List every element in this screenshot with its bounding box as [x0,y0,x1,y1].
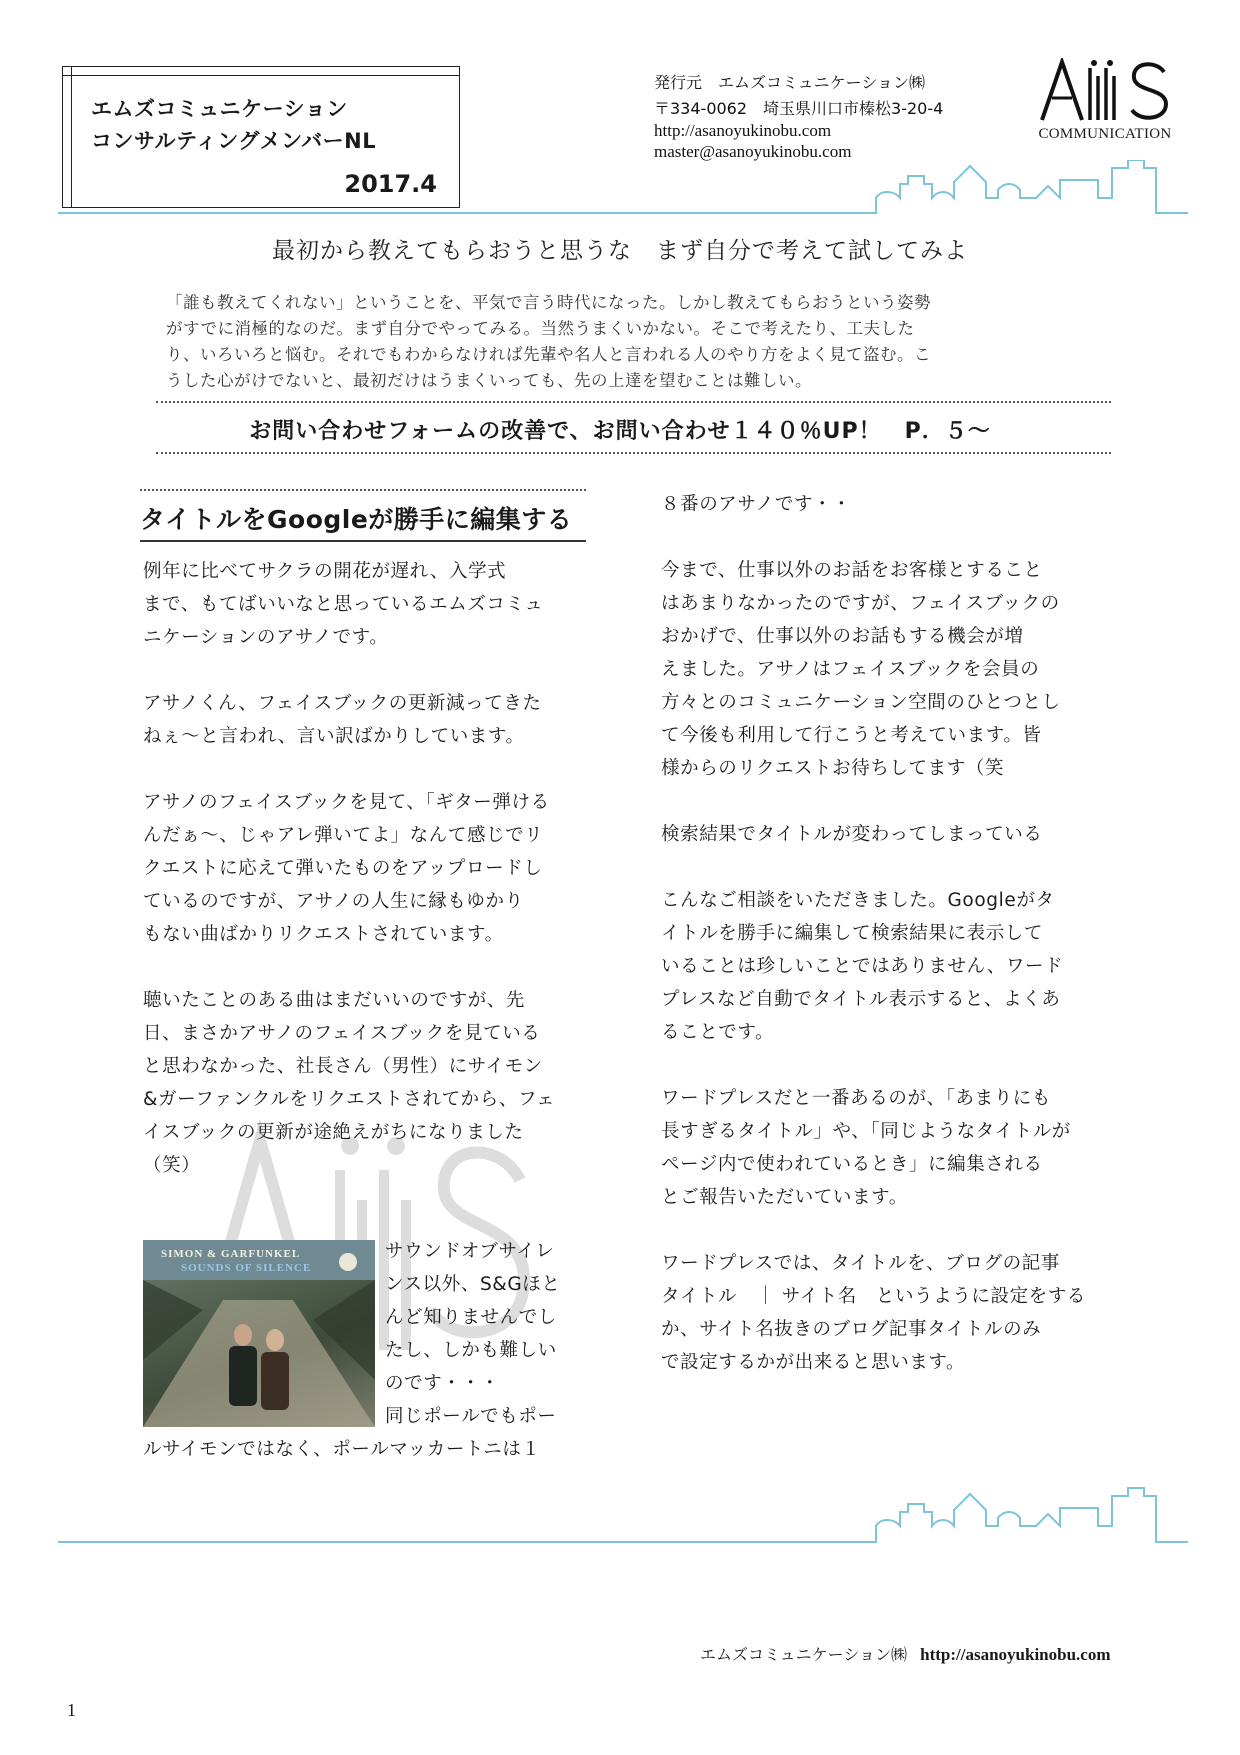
text-line: えました。アサノはフェイスブックを会員の [661,659,1040,680]
publisher-address: 〒334-0062 埼玉県川口市榛松3-20-4 [654,99,944,118]
lead-paragraph [166,290,1106,394]
text-line: んだぁ～、じゃアレ弾いてよ」なんて感じでリ [143,825,544,846]
text-line: はあまりなかったのですが、フェイスブックの [661,593,1060,614]
text-line: いることは珍しいことではありません、ワード [661,956,1064,977]
publisher-url[interactable]: http://asanoyukinobu.com [654,121,832,140]
header-skyline-divider [58,160,1188,220]
text-line: &ガーファンクルをリクエストされてから、フェ [143,1089,556,1110]
text-line: アサノくん、フェイスブックの更新減ってきた [143,693,542,714]
lead-line: り、いろいろと悩む。それでもわからなければ先輩や名人と言われる人のやり方をよく見て盗む。こ [166,345,931,364]
text-beside-photo [385,1235,590,1433]
text-line: 今まで、仕事以外のお話をお客様とすること [661,560,1043,581]
lead-line: うした心がけでないと、最初だけはうまくいっても、先の上達を望むことは難しい。 [166,371,812,390]
text-line: ニケーションのアサノです。 [143,627,389,648]
footer-skyline-divider [58,1470,1188,1550]
ams-logo-mark-icon [1038,58,1176,122]
text-line: イトルを勝手に編集して検索結果に表示して [661,923,1044,944]
album-artist: SIMON & GARFUNKEL [161,1248,301,1260]
text-line: （笑） [143,1155,201,1176]
text-line: プレスなど自動でタイトル表示すると、よくあ [661,989,1061,1010]
text-line: 様からのリクエストお待ちしてます（笑 [661,758,1005,779]
text-line: アサノのフェイスブックを見て、「ギター弾ける [143,792,550,813]
lead-line: 「誰も教えてくれない」ということを、平気で言う時代になった。しかし教えてもらおうという姿勢 [166,293,931,312]
text-line: サウンドオブサイレ [385,1241,555,1262]
right-column-text [661,488,1101,1412]
paragraph [661,818,1101,851]
text-line: タイトル ｜ サイト名 というように設定をする [661,1286,1087,1307]
paragraph [143,984,583,1182]
dotted-divider [140,489,586,491]
text-line: 例年に比べてサクラの開花が遅れ、入学式 [143,561,507,582]
footer-company: エムズコミュニケーション㈱ [700,1645,908,1664]
text-line: おかげで、仕事以外のお話もする機会が増 [661,626,1024,647]
left-column-text [143,555,583,1215]
page-number: 1 [67,1700,76,1720]
paragraph [143,555,583,654]
dotted-divider [156,401,1111,403]
text-line: たし、しかも難しい [385,1340,557,1361]
text-line: て今後も利用して行こうと考えています。皆 [661,725,1042,746]
text-line: こんなご相談をいただきました。Googleがタ [661,890,1055,911]
text-line: ねぇ～と言われ、言い訳ばかりしています。 [143,726,525,747]
publisher-email[interactable]: master@asanoyukinobu.com [654,142,852,161]
text-line: ページ内で使われているとき」に編集される [661,1154,1043,1175]
paragraph [143,687,583,753]
text-line: ンス以外、S&Gほと [385,1274,561,1295]
text-line: か、サイト名抜きのブログ記事タイトルのみ [661,1319,1042,1340]
text-line: ワードプレスでは、タイトルを、ブログの記事 [661,1253,1060,1274]
paragraph [661,488,1101,521]
text-line: ルサイモンではなく、ポールマッカートニは１ [143,1439,541,1460]
ams-logo [1030,58,1180,152]
paragraph [661,1247,1101,1379]
text-line: ているのですが、アサノの人生に縁もゆかり [143,891,524,912]
text-line: ワードプレスだと一番あるのが、「あまりにも [661,1088,1052,1109]
paragraph [661,884,1101,1049]
lead-line: がすでに消極的なのだ。まず自分でやってみる。当然うまくいかない。そこで考えたり、工夫した [166,319,915,338]
text-line: 検索結果でタイトルが変わってしまっている [661,824,1043,845]
title-line-2: コンサルティングメンバーNL [91,129,377,153]
text-line: のです・・・ [385,1373,500,1394]
section-title: タイトルをGoogleが勝手に編集する [140,505,573,534]
issue-date: 2017.4 [344,170,437,198]
text-line: 日、まさかアサノのフェイスブックを見ている [143,1023,541,1044]
dotted-divider [156,452,1111,454]
text-line: 同じポールでもポー [385,1406,557,1427]
feature-banner: お問い合わせフォームの改善で、お問い合わせ１４０％UP！ P．５～ [249,419,991,444]
footer [700,1642,1111,1665]
text-line: 聴いたことのある曲はまだいいのですが、先 [143,990,526,1011]
text-line: 長すぎるタイトル」や、「同じようなタイトルが [661,1121,1071,1142]
text-line: ８番のアサノです・・ [661,494,852,515]
text-line: クエストに応えて弾いたものをアップロードし [143,858,543,879]
paragraph [143,786,583,951]
text-after-photo [143,1433,588,1466]
footer-url[interactable]: http://asanoyukinobu.com [920,1645,1111,1664]
text-line: 方々とのコミュニケーション空間のひとつとし [661,692,1061,713]
paragraph [661,1082,1101,1214]
text-line: もない曲ばかりリクエストされています。 [143,924,504,945]
section-underline [140,540,586,542]
logo-text: COMMUNICATION [1038,126,1172,142]
album-cover-photo [143,1240,375,1427]
text-line: で設定するかが出来ると思います。 [661,1352,966,1373]
title-line-1: エムズコミュニケーション [91,97,348,121]
paragraph [661,554,1101,785]
text-line: イスブックの更新が途絶えがちになりました [143,1122,524,1143]
publisher-issuer: 発行元 エムズコミュニケーション㈱ [654,73,926,92]
text-line: んど知りませんでし [385,1307,557,1328]
text-line: ることです。 [661,1022,775,1043]
text-line: とご報告いただいています。 [661,1187,908,1208]
text-line: と思わなかった、社長さん（男性）にサイモン [143,1056,543,1077]
text-line: まで、もてばいいなと思っているエムズコミュ [143,594,544,615]
headline: 最初から教えてもらおうと思うな まず自分で考えて試してみよ [272,238,968,264]
album-title: SOUNDS OF SILENCE [181,1262,312,1274]
